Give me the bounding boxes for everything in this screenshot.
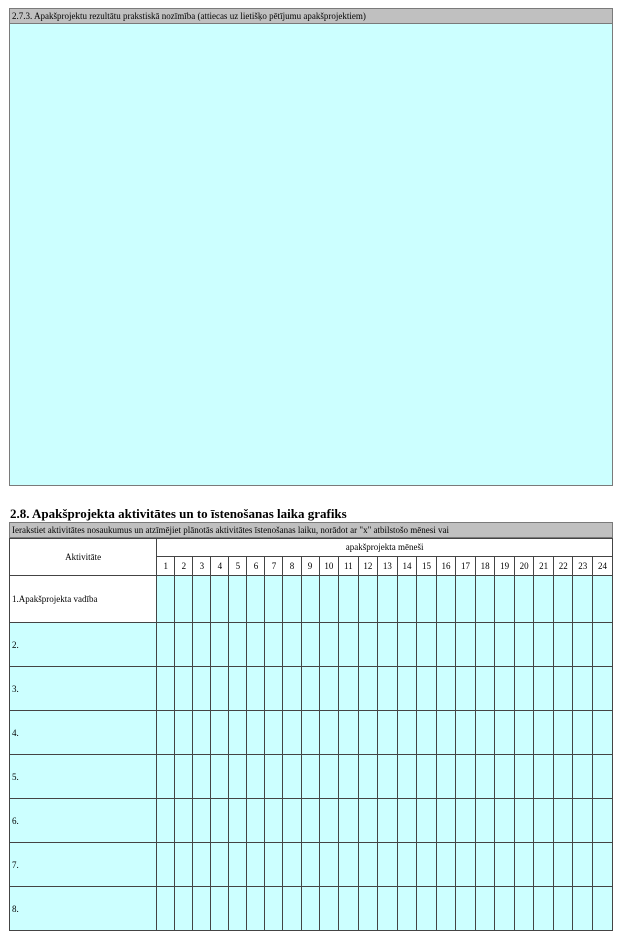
month-cell[interactable] (592, 755, 612, 799)
month-cell[interactable] (157, 843, 175, 887)
month-cell[interactable] (283, 623, 301, 667)
month-number-22: 22 (553, 557, 573, 576)
month-cell[interactable] (456, 576, 476, 623)
month-cell[interactable] (229, 711, 247, 755)
month-cell[interactable] (495, 576, 515, 623)
activity-row (10, 843, 613, 887)
month-cell[interactable] (229, 887, 247, 931)
month-cell[interactable] (265, 667, 283, 711)
month-number-1: 1 (157, 557, 175, 576)
month-cell[interactable] (534, 576, 554, 623)
month-cell[interactable] (378, 755, 398, 799)
month-cell[interactable] (319, 755, 339, 799)
month-cell[interactable] (229, 843, 247, 887)
month-cell[interactable] (534, 755, 554, 799)
month-cell[interactable] (193, 623, 211, 667)
month-cell[interactable] (247, 623, 265, 667)
month-cell[interactable] (514, 711, 534, 755)
month-cell[interactable] (534, 667, 554, 711)
month-cell[interactable] (358, 887, 378, 931)
month-cell[interactable] (301, 667, 319, 711)
month-cell[interactable] (573, 887, 593, 931)
month-cell[interactable] (417, 755, 437, 799)
month-cell[interactable] (417, 623, 437, 667)
month-cell[interactable] (175, 887, 193, 931)
month-cell[interactable] (358, 843, 378, 887)
month-cell[interactable] (514, 576, 534, 623)
month-cell[interactable] (514, 887, 534, 931)
month-cell[interactable] (157, 887, 175, 931)
activity-name-cell[interactable]: 8. (10, 887, 157, 931)
month-cell[interactable] (283, 843, 301, 887)
month-cell[interactable] (436, 576, 456, 623)
month-cell[interactable] (319, 711, 339, 755)
month-cell[interactable] (378, 711, 398, 755)
month-cell[interactable] (573, 576, 593, 623)
month-cell[interactable] (157, 623, 175, 667)
month-cell[interactable] (378, 667, 398, 711)
section-28-heading: 2.8. Apakšprojekta aktivitātes un to īstenošanas laika grafiks (10, 506, 347, 521)
month-cell[interactable] (265, 711, 283, 755)
month-cell[interactable] (456, 843, 476, 887)
month-cell[interactable] (573, 755, 593, 799)
month-cell[interactable] (553, 623, 573, 667)
month-cell[interactable] (534, 887, 554, 931)
month-cell[interactable] (319, 887, 339, 931)
month-cell[interactable] (301, 711, 319, 755)
section-273-text-area[interactable] (10, 24, 612, 485)
month-cell[interactable] (573, 843, 593, 887)
month-cell[interactable] (495, 843, 515, 887)
month-number-24: 24 (592, 557, 612, 576)
month-cell[interactable] (436, 887, 456, 931)
month-cell[interactable] (514, 623, 534, 667)
month-cell[interactable] (247, 755, 265, 799)
month-cell[interactable] (456, 887, 476, 931)
activity-column-header: Aktivitāte (10, 539, 157, 576)
month-cell[interactable] (157, 755, 175, 799)
month-cell[interactable] (193, 576, 211, 623)
month-number-9: 9 (301, 557, 319, 576)
month-cell[interactable] (495, 711, 515, 755)
month-cell[interactable] (475, 755, 495, 799)
month-cell[interactable] (157, 667, 175, 711)
month-cell[interactable] (339, 799, 359, 843)
month-cell[interactable] (436, 623, 456, 667)
section-273-panel (9, 8, 613, 486)
month-cell[interactable] (358, 623, 378, 667)
month-cell[interactable] (247, 887, 265, 931)
month-cell[interactable] (514, 667, 534, 711)
month-number-21: 21 (534, 557, 554, 576)
month-number-17: 17 (456, 557, 476, 576)
month-cell[interactable] (229, 755, 247, 799)
month-cell[interactable] (301, 843, 319, 887)
month-cell[interactable] (553, 755, 573, 799)
month-cell[interactable] (247, 799, 265, 843)
month-cell[interactable] (436, 843, 456, 887)
month-cell[interactable] (265, 799, 283, 843)
month-cell[interactable] (553, 843, 573, 887)
month-cell[interactable] (175, 667, 193, 711)
month-number-16: 16 (436, 557, 456, 576)
month-cell[interactable] (553, 711, 573, 755)
month-cell[interactable] (553, 576, 573, 623)
month-cell[interactable] (211, 755, 229, 799)
activity-row (10, 711, 613, 755)
month-cell[interactable] (175, 576, 193, 623)
activity-schedule-table (9, 538, 613, 931)
month-cell[interactable] (495, 799, 515, 843)
month-cell[interactable] (495, 887, 515, 931)
month-cell[interactable] (358, 755, 378, 799)
month-cell[interactable] (157, 799, 175, 843)
month-cell[interactable] (417, 576, 437, 623)
month-cell[interactable] (592, 711, 612, 755)
month-cell[interactable] (211, 667, 229, 711)
month-cell[interactable] (211, 711, 229, 755)
month-cell[interactable] (283, 755, 301, 799)
month-number-13: 13 (378, 557, 398, 576)
month-cell[interactable] (397, 887, 417, 931)
month-cell[interactable] (247, 667, 265, 711)
month-cell[interactable] (456, 667, 476, 711)
month-cell[interactable] (193, 843, 211, 887)
month-cell[interactable] (339, 887, 359, 931)
month-cell[interactable] (436, 799, 456, 843)
month-cell[interactable] (534, 711, 554, 755)
month-cell[interactable] (175, 711, 193, 755)
month-number-11: 11 (339, 557, 359, 576)
month-cell[interactable] (397, 755, 417, 799)
month-cell[interactable] (211, 887, 229, 931)
month-cell[interactable] (475, 843, 495, 887)
schedule-body (10, 576, 613, 931)
month-cell[interactable] (378, 843, 398, 887)
month-cell[interactable] (319, 799, 339, 843)
month-cell[interactable] (436, 667, 456, 711)
month-cell[interactable] (265, 623, 283, 667)
month-cell[interactable] (339, 623, 359, 667)
month-cell[interactable] (378, 799, 398, 843)
month-cell[interactable] (475, 887, 495, 931)
activity-row (10, 887, 613, 931)
month-number-19: 19 (495, 557, 515, 576)
month-cell[interactable] (265, 576, 283, 623)
month-cell[interactable] (397, 667, 417, 711)
month-number-2: 2 (175, 557, 193, 576)
month-cell[interactable] (397, 711, 417, 755)
month-cell[interactable] (319, 623, 339, 667)
month-cell[interactable] (573, 623, 593, 667)
month-cell[interactable] (265, 755, 283, 799)
month-cell[interactable] (592, 799, 612, 843)
month-cell[interactable] (319, 667, 339, 711)
month-cell[interactable] (211, 623, 229, 667)
month-number-3: 3 (193, 557, 211, 576)
month-cell[interactable] (456, 755, 476, 799)
month-cell[interactable] (193, 887, 211, 931)
month-cell[interactable] (553, 799, 573, 843)
section-28-instructions: Ierakstiet aktivitātes nosaukumus un atzīmējiet plānotās aktivitātes īstenošanas laiku, norādot ar "x" atbilstošo mēnesi vai (9, 522, 613, 538)
month-cell[interactable] (417, 711, 437, 755)
month-cell[interactable] (397, 843, 417, 887)
month-cell[interactable] (573, 711, 593, 755)
month-cell[interactable] (573, 799, 593, 843)
month-cell[interactable] (358, 576, 378, 623)
month-cell[interactable] (229, 576, 247, 623)
month-number-18: 18 (475, 557, 495, 576)
month-number-6: 6 (247, 557, 265, 576)
month-cell[interactable] (301, 887, 319, 931)
activity-row (10, 667, 613, 711)
activity-name-cell[interactable]: 7. (10, 843, 157, 887)
month-cell[interactable] (265, 887, 283, 931)
month-cell[interactable] (592, 887, 612, 931)
month-cell[interactable] (193, 799, 211, 843)
activity-row (10, 799, 613, 843)
month-cell[interactable] (456, 799, 476, 843)
month-cell[interactable] (378, 623, 398, 667)
month-cell[interactable] (534, 843, 554, 887)
month-cell[interactable] (592, 843, 612, 887)
activity-name-cell[interactable]: 5. (10, 755, 157, 799)
month-cell[interactable] (573, 667, 593, 711)
month-cell[interactable] (339, 755, 359, 799)
activity-row (10, 755, 613, 799)
month-cell[interactable] (534, 623, 554, 667)
activity-row (10, 576, 613, 623)
month-cell[interactable] (301, 623, 319, 667)
month-cell[interactable] (211, 843, 229, 887)
month-cell[interactable] (211, 576, 229, 623)
month-number-4: 4 (211, 557, 229, 576)
month-number-7: 7 (265, 557, 283, 576)
month-cell[interactable] (417, 843, 437, 887)
month-cell[interactable] (319, 576, 339, 623)
activity-name-cell[interactable]: 3. (10, 667, 157, 711)
month-number-23: 23 (573, 557, 593, 576)
month-cell[interactable] (475, 623, 495, 667)
month-cell[interactable] (301, 799, 319, 843)
month-cell[interactable] (211, 799, 229, 843)
month-cell[interactable] (229, 667, 247, 711)
month-cell[interactable] (247, 711, 265, 755)
month-cell[interactable] (175, 843, 193, 887)
month-cell[interactable] (592, 623, 612, 667)
month-cell[interactable] (436, 755, 456, 799)
month-cell[interactable] (358, 799, 378, 843)
activity-name-cell[interactable]: 6. (10, 799, 157, 843)
month-cell[interactable] (319, 843, 339, 887)
month-number-14: 14 (397, 557, 417, 576)
month-cell[interactable] (301, 755, 319, 799)
month-cell[interactable] (514, 799, 534, 843)
activity-name-cell[interactable]: 4. (10, 711, 157, 755)
month-cell[interactable] (592, 667, 612, 711)
month-cell[interactable] (193, 711, 211, 755)
month-cell[interactable] (247, 576, 265, 623)
month-cell[interactable] (175, 799, 193, 843)
month-cell[interactable] (397, 576, 417, 623)
month-cell[interactable] (417, 887, 437, 931)
month-cell[interactable] (436, 711, 456, 755)
month-number-15: 15 (417, 557, 437, 576)
month-cell[interactable] (417, 667, 437, 711)
month-cell[interactable] (283, 576, 301, 623)
section-273-title: 2.7.3. Apakšprojektu rezultātu prakstiskā nozīmība (attiecas uz lietišķo pētījumu apakšprojektiem) (10, 9, 612, 24)
month-cell[interactable] (475, 667, 495, 711)
month-cell[interactable] (514, 755, 534, 799)
month-cell[interactable] (417, 799, 437, 843)
month-cell[interactable] (553, 667, 573, 711)
month-number-20: 20 (514, 557, 534, 576)
month-cell[interactable] (358, 711, 378, 755)
activity-name-cell[interactable]: 2. (10, 623, 157, 667)
months-column-header: apakšprojekta mēneši (157, 539, 613, 557)
month-cell[interactable] (495, 667, 515, 711)
month-cell[interactable] (175, 623, 193, 667)
month-cell[interactable] (456, 711, 476, 755)
activity-row (10, 623, 613, 667)
month-cell[interactable] (229, 623, 247, 667)
month-cell[interactable] (553, 887, 573, 931)
month-cell[interactable] (339, 711, 359, 755)
month-cell[interactable] (456, 623, 476, 667)
month-cell[interactable] (397, 799, 417, 843)
month-cell[interactable] (301, 576, 319, 623)
month-cell[interactable] (397, 623, 417, 667)
month-cell[interactable] (475, 576, 495, 623)
activity-name-cell[interactable]: 1.Apakšprojekta vadība (10, 576, 157, 623)
month-cell[interactable] (592, 576, 612, 623)
month-cell[interactable] (495, 623, 515, 667)
month-cell[interactable] (495, 755, 515, 799)
month-cell[interactable] (265, 843, 283, 887)
month-cell[interactable] (283, 667, 301, 711)
month-cell[interactable] (475, 711, 495, 755)
month-cell[interactable] (378, 887, 398, 931)
month-cell[interactable] (339, 576, 359, 623)
month-number-10: 10 (319, 557, 339, 576)
month-cell[interactable] (175, 755, 193, 799)
month-cell[interactable] (157, 576, 175, 623)
month-cell[interactable] (514, 843, 534, 887)
month-cell[interactable] (247, 843, 265, 887)
month-number-5: 5 (229, 557, 247, 576)
month-cell[interactable] (157, 711, 175, 755)
month-cell[interactable] (339, 843, 359, 887)
month-cell[interactable] (358, 667, 378, 711)
month-cell[interactable] (475, 799, 495, 843)
month-cell[interactable] (193, 667, 211, 711)
month-cell[interactable] (193, 755, 211, 799)
month-number-12: 12 (358, 557, 378, 576)
month-cell[interactable] (283, 711, 301, 755)
month-cell[interactable] (339, 667, 359, 711)
month-cell[interactable] (229, 799, 247, 843)
month-cell[interactable] (283, 887, 301, 931)
month-cell[interactable] (283, 799, 301, 843)
month-cell[interactable] (534, 799, 554, 843)
month-number-8: 8 (283, 557, 301, 576)
month-cell[interactable] (378, 576, 398, 623)
